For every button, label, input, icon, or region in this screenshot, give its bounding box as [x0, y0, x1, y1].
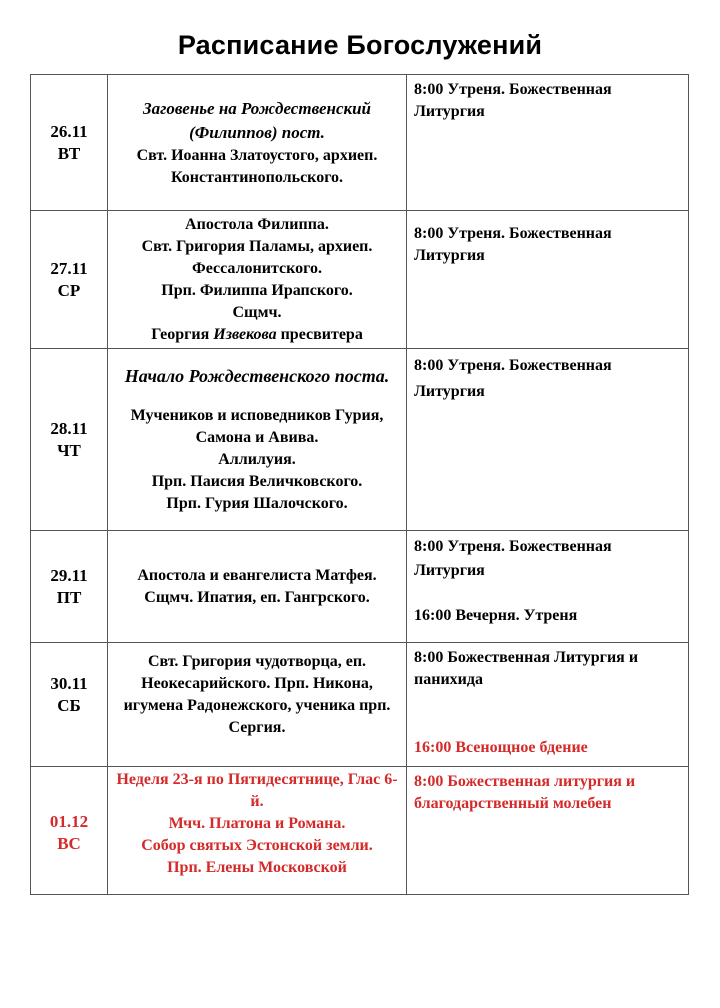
table-row — [31, 531, 689, 643]
services-cell — [407, 643, 689, 767]
saints-cell — [108, 767, 407, 895]
table-row — [31, 211, 689, 349]
date-cell — [31, 531, 108, 643]
day: 27.11 — [50, 258, 88, 278]
saint-line: Прп. Гурия Шалочского. — [166, 495, 348, 512]
services-cell — [407, 349, 689, 531]
service-line: 8:00 Утреня. Божественная Литургия — [414, 538, 612, 579]
saint-line: Сщмч. — [232, 303, 282, 321]
saint-line: Прп. Филиппа Ирапского. — [161, 281, 353, 299]
saints-cell — [108, 643, 407, 767]
service-line: 8:00 Божественная Литургия и панихида — [414, 649, 639, 688]
weekday: ВС — [57, 834, 81, 853]
saint-line: Свт. Григория Паламы, архиеп. Фессалонитского. — [141, 237, 373, 277]
saint-line: Прп. Елены Московской — [167, 859, 347, 876]
date-cell — [31, 767, 108, 895]
weekday: ЧТ — [57, 440, 81, 460]
table-row — [31, 767, 689, 895]
services-cell — [407, 531, 689, 643]
service-line: 16:00 Вечерня. Утреня — [414, 607, 578, 624]
date-cell — [31, 75, 108, 211]
saint-line: Свт. Григория чудотворца, еп. Неокесарийского. Прп. Никона, игумена Радонежского, ученика прп. Сергия. — [123, 653, 391, 736]
table-row — [31, 349, 689, 531]
service-line: 8:00 Утреня. Божественная Литургия — [414, 225, 612, 264]
spacer — [414, 583, 682, 605]
date-cell — [31, 643, 108, 767]
saint-line: Прп. Паисия Величковского. — [151, 473, 363, 490]
services-cell — [407, 211, 689, 349]
service-line: 8:00 Утреня. Божественная Литургия — [414, 357, 612, 400]
weekday: ВТ — [57, 143, 81, 163]
saint-line: Свт. Иоанна Златоустого, архиеп. Константинопольского. — [136, 146, 378, 186]
saint-line: Апостола и евангелиста Матфея. — [137, 566, 377, 584]
saint-line: Сщмч. Ипатия, еп. Гангрского. — [144, 588, 370, 606]
service-line: 8:00 Утреня. Божественная Литургия — [414, 81, 612, 120]
date-cell — [31, 211, 108, 349]
table-row — [31, 75, 689, 211]
service-line-vigil: 16:00 Всенощное бдение — [414, 739, 588, 756]
table-row — [31, 643, 689, 767]
spacer — [414, 691, 682, 737]
weekday: СР — [57, 280, 81, 300]
saints-cell — [108, 211, 407, 349]
saint-line: Мчч. Платона и Романа. — [168, 815, 346, 832]
saint-name-part: Георгия — [151, 325, 214, 343]
service-line: 8:00 Божественная литургия и благодарственный молебен — [414, 773, 636, 812]
saint-line: Неделя 23-я по Пятидесятнице, Глас 6-й. — [116, 771, 398, 810]
page-title: Расписание Богослужений — [177, 30, 543, 60]
saint-name-italic: Извекова — [213, 325, 277, 343]
saint-line-last — [111, 324, 403, 346]
saint-line: Мучеников и исповедников Гурия, Самона и Авива. — [130, 407, 384, 446]
spacer — [111, 389, 403, 405]
date-cell — [31, 349, 108, 531]
feast-title: Начало Рождественского поста. — [124, 366, 390, 386]
day: 28.11 — [50, 418, 88, 438]
schedule-table — [30, 74, 689, 895]
day: 01.12 — [49, 812, 89, 831]
saint-line: Собор святых Эстонской земли. — [141, 837, 373, 854]
day: 29.11 — [50, 565, 88, 585]
day: 26.11 — [50, 121, 88, 141]
saint-name-part: пресвитера — [276, 325, 363, 343]
day: 30.11 — [50, 674, 88, 693]
weekday: ПТ — [56, 587, 82, 607]
saints-cell — [108, 349, 407, 531]
saints-cell — [108, 531, 407, 643]
saint-line: Апостола Филиппа. — [185, 215, 329, 233]
saint-line: Аллилуия. — [218, 451, 296, 468]
saints-cell — [108, 75, 407, 211]
services-cell — [407, 767, 689, 895]
feast-title: Заговенье на Рождественский (Филиппов) пост. — [142, 98, 372, 142]
weekday: СБ — [57, 696, 81, 715]
services-cell — [407, 75, 689, 211]
